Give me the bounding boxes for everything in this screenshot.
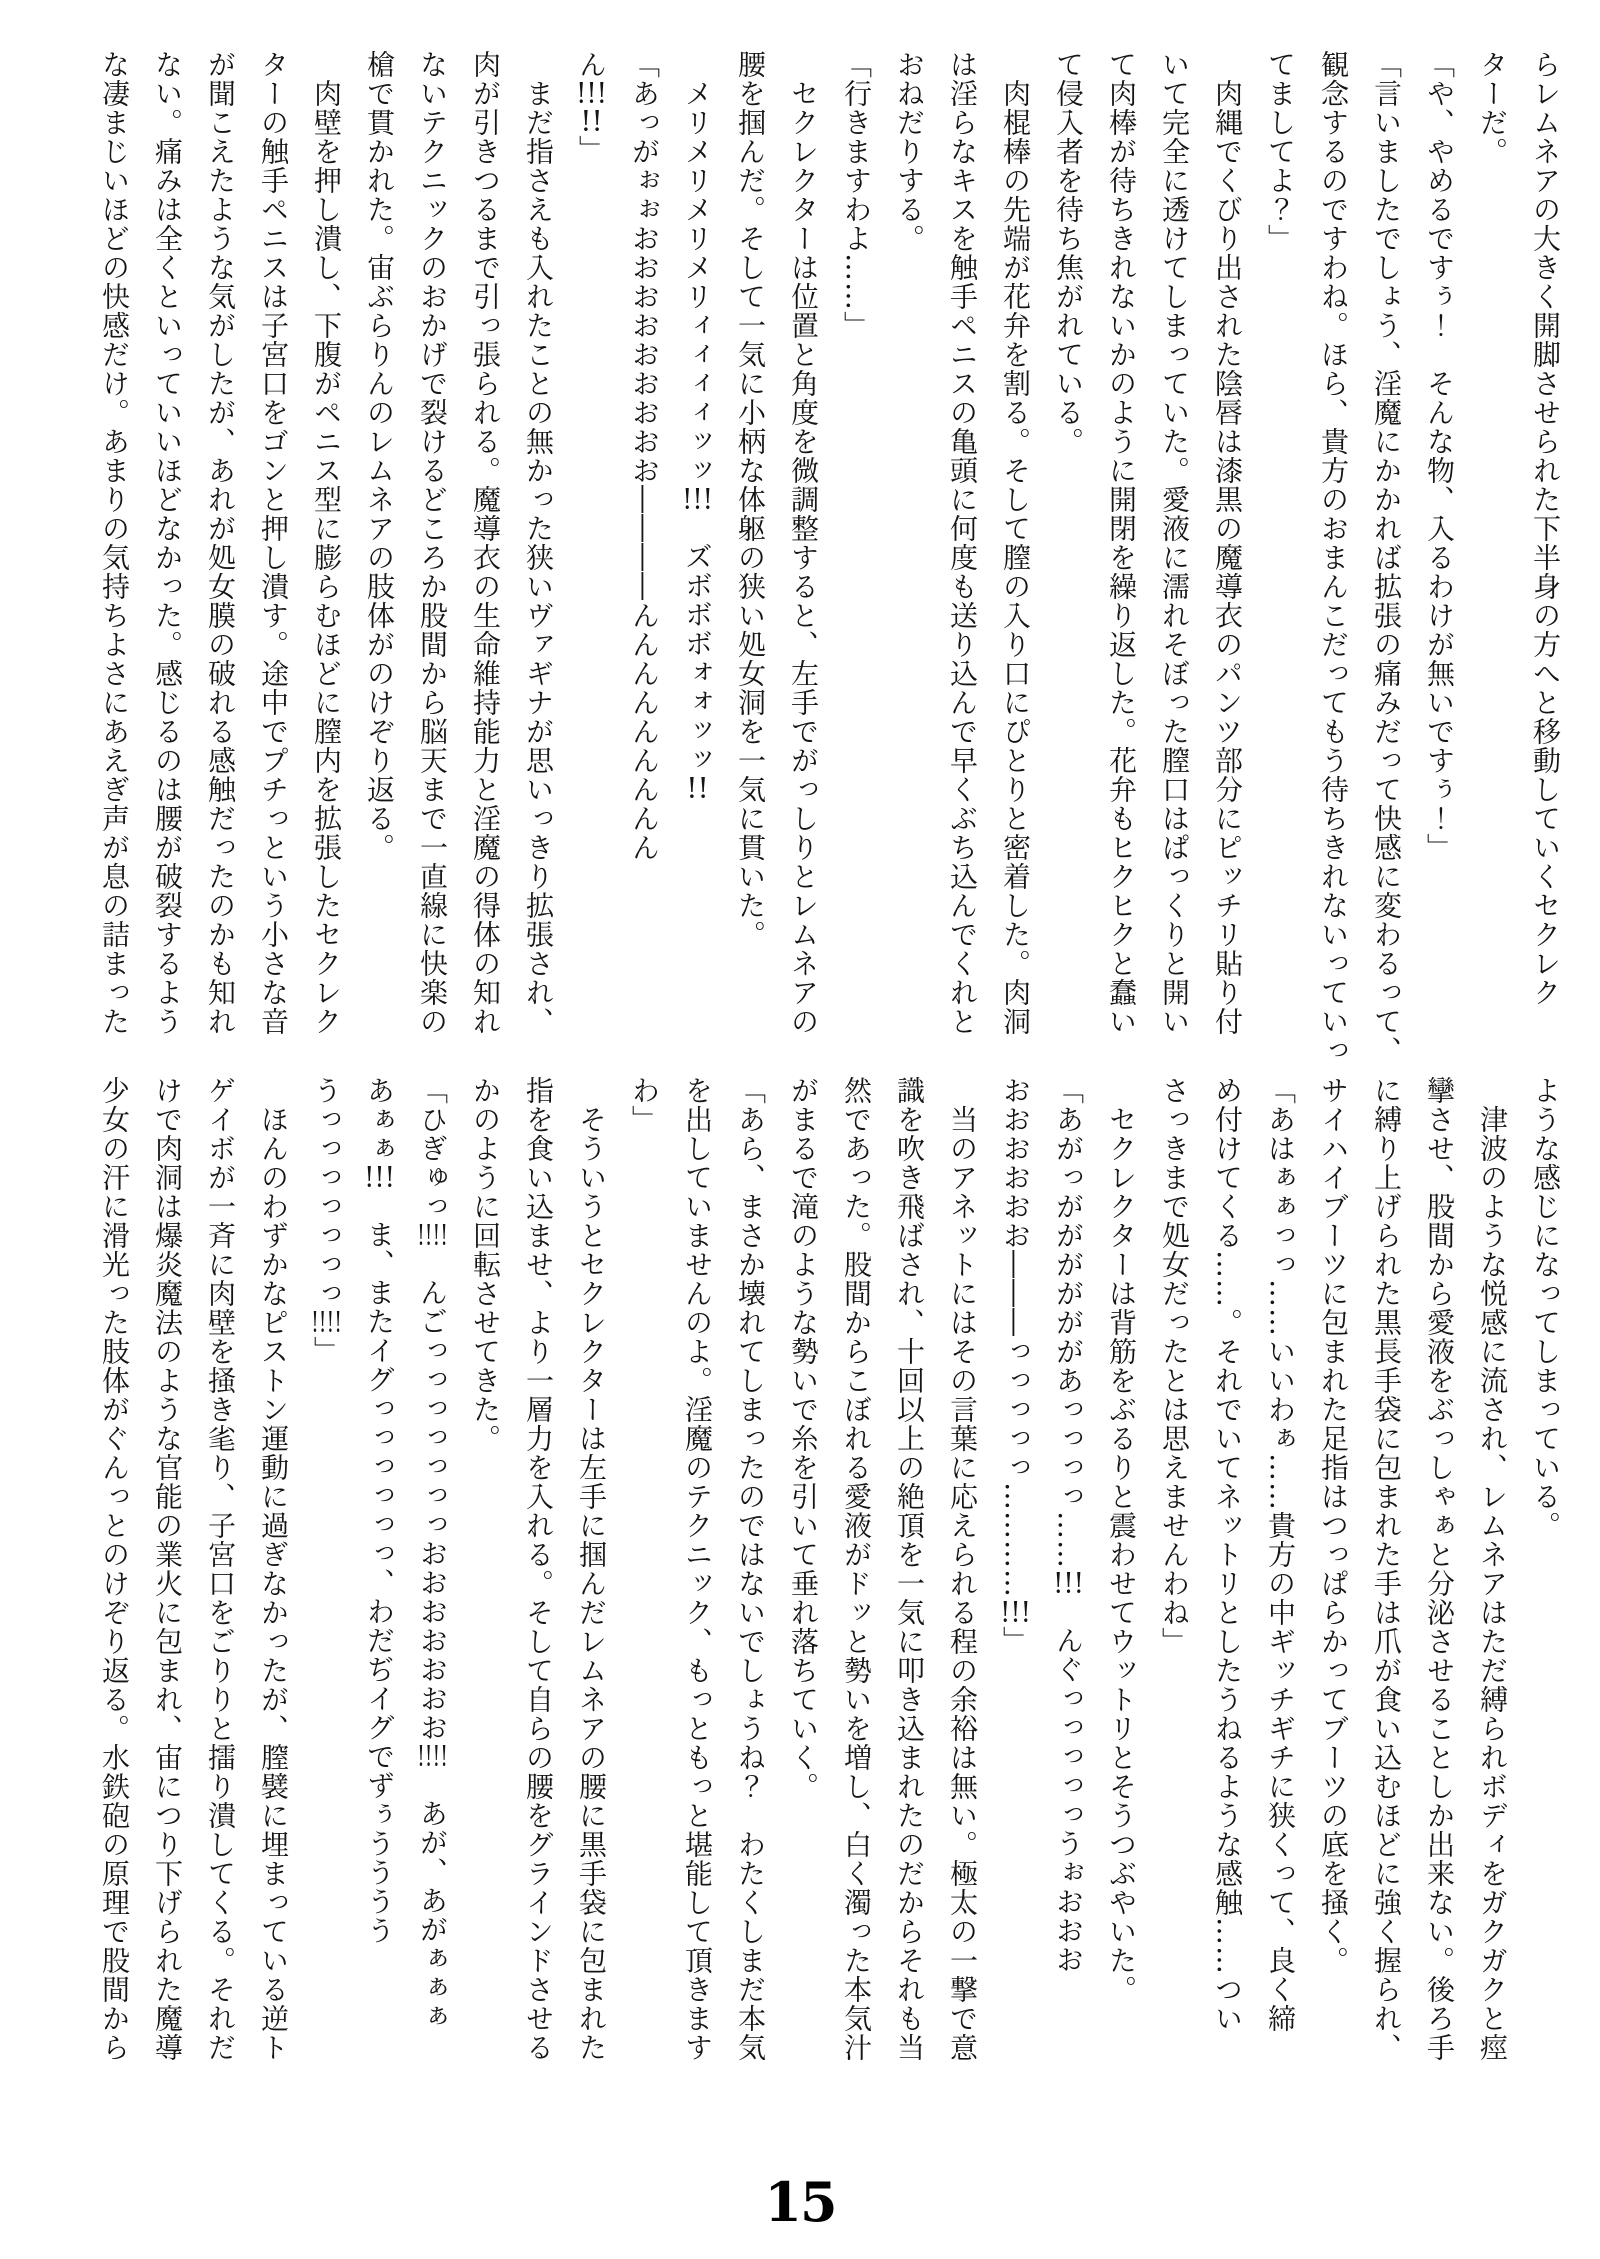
text-column: 指を食い込ませ、より一層力を入れる。そして自らの腰をグラインドさせる [522,1076,555,2062]
text-column: あぁぁ!!! ま、またイグっっっっっっ、わだぢイグでずぅうううう [363,1076,396,1945]
text-column: 攣させ、股間から愛液をぶっしゃぁと分泌させることしか出来ない。後ろ手 [1423,1076,1456,2062]
text-column: 「ひぎゅっ!!!! んごっっっっっっっおおおおおおお!!!! あが、あがぁぁぁ [416,1076,449,2031]
text-column: ゲイボが一斉に肉壁を掻き毟り、子宮口をごりりと擂り潰してくる。それだ [204,1076,237,2062]
exclamation-cluster: !!! [576,79,607,107]
text-column: セクレクターは位置と角度を微調整すると、左手でがっしりとレムネアの [787,50,820,1036]
text-column: ない。痛みは全くといっていいほどなかった。感じるのは腰が破裂するよう [151,50,184,1036]
text-column: けで肉洞は爆炎魔法のような官能の業火に包まれ、宙につり下げられた魔導 [151,1076,184,2062]
exclamation-cluster: !! [580,107,603,135]
text-column: さっきまで処女だったとは思えませんわね」 [1158,1076,1191,1656]
text-column: 「言いましたでしょう、淫魔にかかれば拡張の痛みだって快感に変わるって、 [1370,50,1403,1065]
text-column: 「あはぁぁっっ……いいわぁ……貴方の中ギッチギチに狭くって、良く締 [1264,1076,1297,2033]
text-column: 少女の汗に滑光った肢体がぐんっとのけぞり返る。水鉄砲の原理で股間から [98,1076,131,2062]
text-column: うっっっっっっっ!!!!」 [310,1076,343,1365]
text-column: 槍で貫かれた。宙ぶらりんのレムネアの肢体がのけぞり返る。 [363,50,396,862]
exclamation-cluster: !!! [1000,1598,1031,1626]
text-column: 「あがっががががががあっっっっ……!!! んぐっっっっっうぉおおお [1052,1076,1085,1974]
text-column: を出していませんのよ。淫魔のテクニック、もっともっと堪能して頂きます [681,1076,714,2062]
text-column: まだ指さえも入れたことの無かった狭いヴァギナが思いっきり拡張され、 [522,50,555,1036]
text-column: め付けてくる……。それでいてネットリとしたうねるような感触……つい [1211,1076,1244,2033]
story-text-top-section [88,50,1572,1065]
exclamation-cluster: !! [686,774,709,802]
text-column: 肉が引きつるまで引っ張られる。魔導衣の生命維持能力と淫魔の得体の知れ [469,50,502,1036]
text-column: ターの触手ペニスは子宮口をゴンと押し潰す。途中でプチっという小さな音 [257,50,290,1036]
text-column: 「や、やめるですぅ！ そんな物、入るわけが無いですぅ！」 [1423,50,1456,862]
text-column: な凄まじいほどの快感だけ。あまりの気持ちよさにあえぎ声が息の詰まった [98,50,131,1036]
text-column: 識を吹き飛ばされ、十回以上の絶頂を一気に叩き込まれたのだからそれも当 [893,1076,926,2062]
text-column: 津波のような悦感に流され、レムネアはただ縛られボディをガクガクと痙 [1476,1076,1509,2062]
text-column: 肉棍棒の先端が花弁を割る。そして膣の入り口にぴとりと密着した。肉洞 [999,50,1032,1036]
exclamation-cluster: !!! [1053,1569,1084,1597]
text-column: ターだ。 [1476,50,1509,166]
text-column: ような感じになってしまっている。 [1529,1076,1562,1540]
text-column: て侵入者を待ち焦がれている。 [1052,50,1085,456]
text-column: かのように回転させてきた。 [469,1076,502,1453]
text-column: 肉壁を押し潰し、下腹がペニス型に膨らむほどに膣内を拡張したセクレク [310,50,343,1036]
text-column: 「あら、まさか壊れてしまったのではないでしょうね？ わたくしまだ本気 [734,1076,767,2062]
exclamation-cluster: !!!! [417,1221,448,1249]
text-column: おねだりする。 [893,50,926,253]
text-column: が聞こえたような気がしたが、あれが処女膜の破れる感触だったのかも知れ [204,50,237,1036]
page-number: 15 [764,2170,836,2234]
text-column: 然であった。股間からこぼれる愛液がドッと勢いを増し、白く濁った本気汁 [840,1076,873,2062]
text-column: 当のアネットにはその言葉に応えられる程の余裕は無い。極太の一撃で意 [946,1076,979,2062]
text-column: 「行きますわよ……」 [840,50,873,340]
text-column: メリメリメリメリィィィィッッ!!! ズボボボォォッッ!! [681,50,714,802]
text-column: わ」 [628,1076,661,1134]
exclamation-cluster: !!!! [311,1308,342,1336]
text-column: ん!!!!!」 [575,50,608,164]
story-text-bottom-section [88,1076,1572,2062]
text-column: ほんのわずかなピストン運動に過ぎなかったが、膣襞に埋まっている逆ト [257,1076,290,2062]
text-column: そういうとセクレクターは左手に掴んだレムネアの腰に黒手袋に包まれた [575,1076,608,2062]
text-column: 「あっがぉぉおおおおおおおおお――――んんんんんんんんん [628,50,661,862]
exclamation-cluster: !!! [682,485,713,513]
text-column: サイハイブーツに包まれた足指はつっぱらかってブーツの底を掻く。 [1317,1076,1350,1975]
text-column: て肉棒が待ちきれないかのように開閉を繰り返した。花弁もヒクヒクと蠢い [1105,50,1138,1036]
text-column: 腰を掴んだ。そして一気に小柄な体躯の狭い処女洞を一気に貫いた。 [734,50,767,949]
text-column: らレムネアの大きく開脚させられた下半身の方へと移動していくセクレク [1529,50,1562,1007]
text-column: 観念するのですわね。ほら、貴方のおまんこだってもう待ちきれないっていっ [1317,50,1350,1065]
exclamation-cluster: !!! [364,1163,395,1191]
text-column: セクレクターは背筋をぶるりと震わせてウットリとそうつぶやいた。 [1105,1076,1138,2004]
text-column: に縛り上げられた黒長手袋に包まれた手は爪が食い込むほどに強く握られ、 [1370,1076,1403,2062]
text-column: てましてよ？」 [1264,50,1297,253]
text-column: がまるで滝のような勢いで糸を引いて垂れ落ちていく。 [787,1076,820,1801]
text-column: 肉縄でくびり出された陰唇は漆黒の魔導衣のパンツ部分にピッチリ貼り付 [1211,50,1244,1036]
text-column: おおおおおお―――っっっっっ…………!!!」 [999,1076,1032,1655]
text-column: は淫らなキスを触手ペニスの亀頭に何度も送り込んで早くぶち込んでくれと [946,50,979,1036]
text-column: いて完全に透けてしまっていた。愛液に濡れそぼった膣口はぱっくりと開い [1158,50,1191,1036]
exclamation-cluster: !!!! [417,1742,448,1770]
text-column: ないテクニックのおかげで裂けるどころか股間から脳天まで一直線に快楽の [416,50,449,1036]
